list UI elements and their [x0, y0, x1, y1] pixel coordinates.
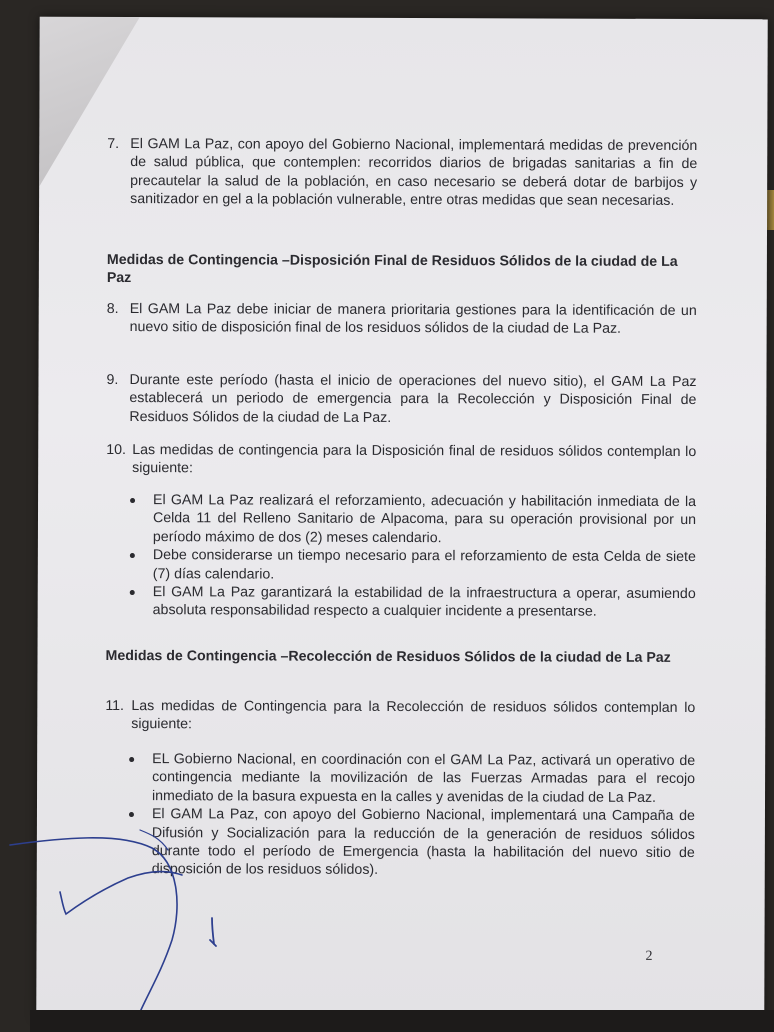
item-text: Las medidas de Contingencia para la Recolección de residuos sólidos contemplan lo siguiente: [131, 698, 696, 733]
item-text: Durante este período (hasta el inicio de operaciones del nuevo sitio), el GAM La Paz establecerá un periodo de emergencia para la Recolección y Disposición Final de Residuos Sólidos de la ciudad de La Paz. [129, 372, 697, 426]
page-number: 2 [645, 948, 653, 964]
item-number: 7. [107, 135, 120, 153]
section-heading-disposicion: Medidas de Contingencia –Disposición Final de Residuos Sólidos de la ciudad de La Paz [106, 251, 678, 287]
item-number: 11. [105, 697, 125, 715]
item-number: 10. [106, 441, 126, 459]
item-number: 9. [106, 371, 119, 389]
bullet-item: El GAM La Paz, con apoyo del Gobierno Nacional, implementará una Campaña de Difusión y Socialización para la reducción de la generación de residuos sólidos durante todo el período de Emergencia (hasta la habilitación del nuevo sitio de disposición de los residuos sólidos). [105, 805, 695, 881]
bullet-item: EL Gobierno Nacional, en coordinación con el GAM La Paz, activará un operativo de contingencia mediante la movilización de las Fuerzas Armadas para el recojo inmediato de la basura expuesta en la calles y avenidas de la ciudad de La Paz. [105, 750, 695, 807]
desk-edge [30, 1010, 774, 1032]
bullet-item: El GAM La Paz garantizará la estabilidad de la infraestructura a operar, asumiendo absoluta responsabilidad respecto a cualquier incidente a presentarse. [106, 583, 696, 622]
section-heading-recoleccion: Medidas de Contingencia –Recolección de Residuos Sólidos de la ciudad de La Paz [105, 647, 671, 666]
bullet-item: El GAM La Paz realizará el reforzamiento, adecuación y habilitación inmediata de la Celda 11 del Relleno Sanitario de Alpacoma, para su operación provisional por un período máximo de dos (2) meses calendario. [106, 491, 696, 548]
item-text: El GAM La Paz debe iniciar de manera prioritaria gestiones para la identificación de un nuevo sitio de disposición final de los residuos sólidos de la ciudad de La Paz. [129, 301, 697, 338]
item-text: El GAM La Paz, con apoyo del Gobierno Nacional, implementará medidas de prevención de salud pública, que contemplen: recorridos diarios de brigadas sanitarias a fin de precautelar la salud de la población, en caso necesario se deberá dotar de barbijos y sanitizador en gel a la población vulnerable, entre otras medidas que sean necesarias. [130, 136, 698, 210]
bullet-item: Debe considerarse un tiempo necesario para el reforzamiento de esta Celda de siete (7) días calendario. [106, 546, 696, 585]
item-number: 8. [106, 300, 119, 318]
item-text: Las medidas de contingencia para la Disposición final de residuos sólidos contemplan lo siguiente: [132, 442, 697, 477]
